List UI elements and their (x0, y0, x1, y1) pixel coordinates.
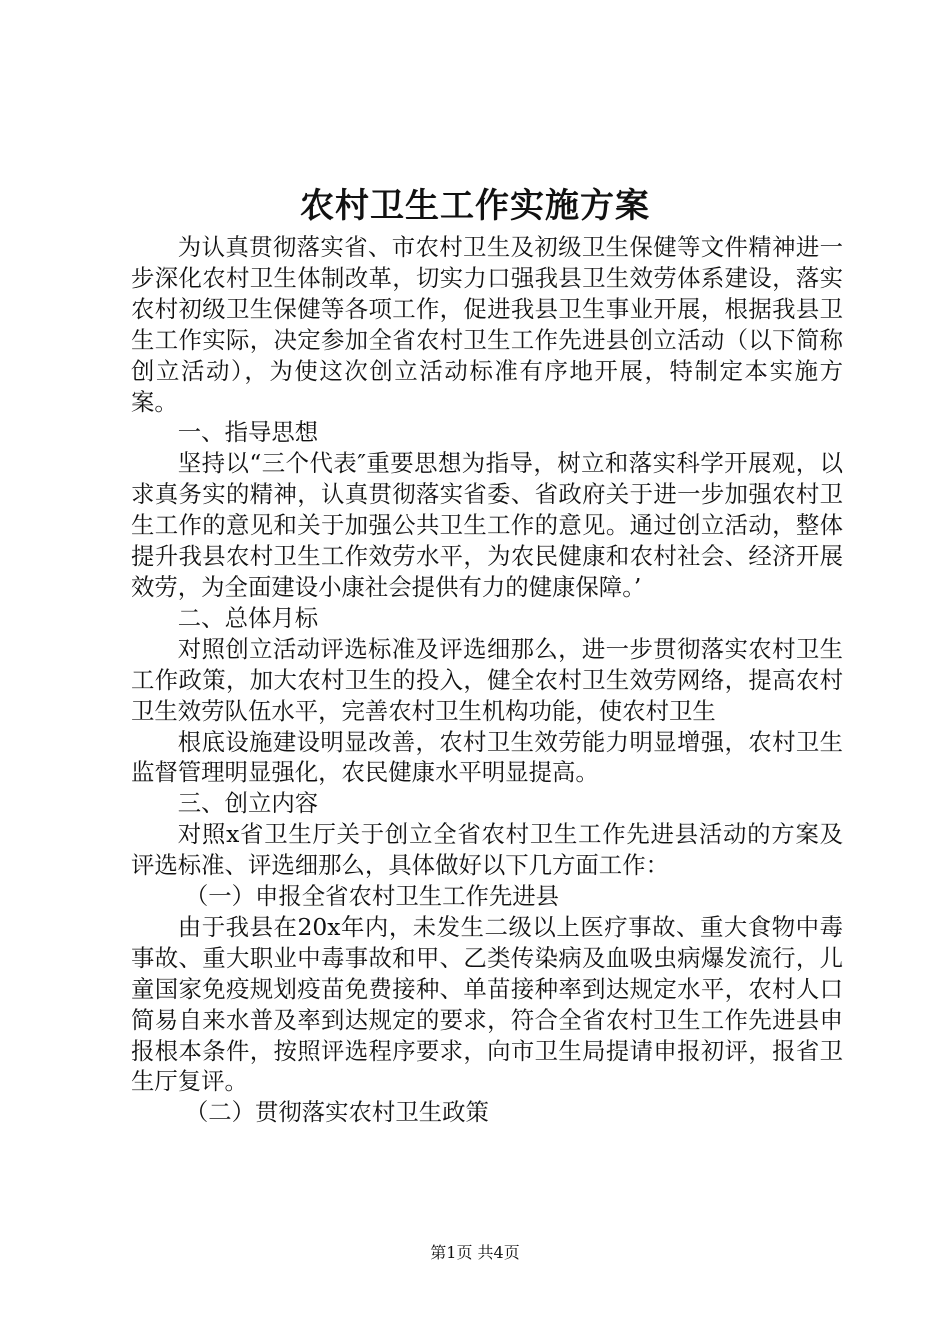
subsection-heading-apply: （一）申报全省农村卫生工作先进县 (184, 882, 560, 911)
section-heading-guiding-ideology: 一、指导思想 (177, 418, 319, 447)
document-body (131, 232, 843, 1128)
subsection-heading-policy: （二）贯彻落实农村卫生政策 (184, 1098, 489, 1127)
page-indicator: 第1页 共4页 (430, 1243, 520, 1262)
overall-goal-paragraph: 对照创立活动评选标准及评选细那么，进一步贯彻落实农村卫生工作政策，加大农村卫生的投入，健全农村卫生效劳网络，提高农村卫生效劳队伍水平，完善农村卫生机构功能，使农村卫生 (131, 634, 843, 725)
apply-paragraph: 由于我县在20x年内，未发生二级以上医疗事故、重大食物中毒事故、重大职业中毒事故和甲、乙类传染病及血吸虫病爆发流行，儿童国家免疫规划疫苗免费接种、单苗接种率到达规定水平，农村人口简易自来水普及率到达规定的要求，符合全省农村卫生工作先进县申报根本条件，按照评选程序要求，向市卫生局提请申报初评，报省卫生厅复评。 (131, 912, 843, 1096)
overall-goal-paragraph-continued: 根底设施建设明显改善，农村卫生效劳能力明显增强，农村卫生监督管理明显强化，农民健康水平明显提高。 (131, 727, 843, 787)
guiding-ideology-paragraph: 坚持以“三个代表″重要思想为指导，树立和落实科学开展观，以求真务实的精神，认真贯彻落实省委、省政府关于进一步加强农村卫生工作的意见和关于加强公共卫生工作的意见。通过创立活动，整体提升我县农村卫生工作效劳水平，为农民健康和农村社会、经济开展效劳，为全面建设小康社会提供有力的健康保障。’ (131, 449, 843, 601)
document-title: 农村卫生工作实施方案 (300, 186, 650, 226)
intro-paragraph: 为认真贯彻落实省、市农村卫生及初级卫生保健等文件精神进一步深化农村卫生体制改革，切实力口强我县卫生效劳体系建设，落实农村初级卫生保健等各项工作，促进我县卫生事业开展，根据我县卫生工作实际，决定参加全省农村卫生工作先进县创立活动（以下简称创立活动），为使这次创立活动标准有序地开展，特制定本实施方案。 (131, 233, 843, 416)
section-heading-overall-goal: 二、总体月标 (177, 603, 319, 632)
content-intro-paragraph: 对照x省卫生厅关于创立全省农村卫生工作先进县活动的方案及评选标准、评选细那么，具体做好以下几方面工作： (131, 820, 843, 880)
section-heading-content: 三、创立内容 (177, 789, 319, 818)
